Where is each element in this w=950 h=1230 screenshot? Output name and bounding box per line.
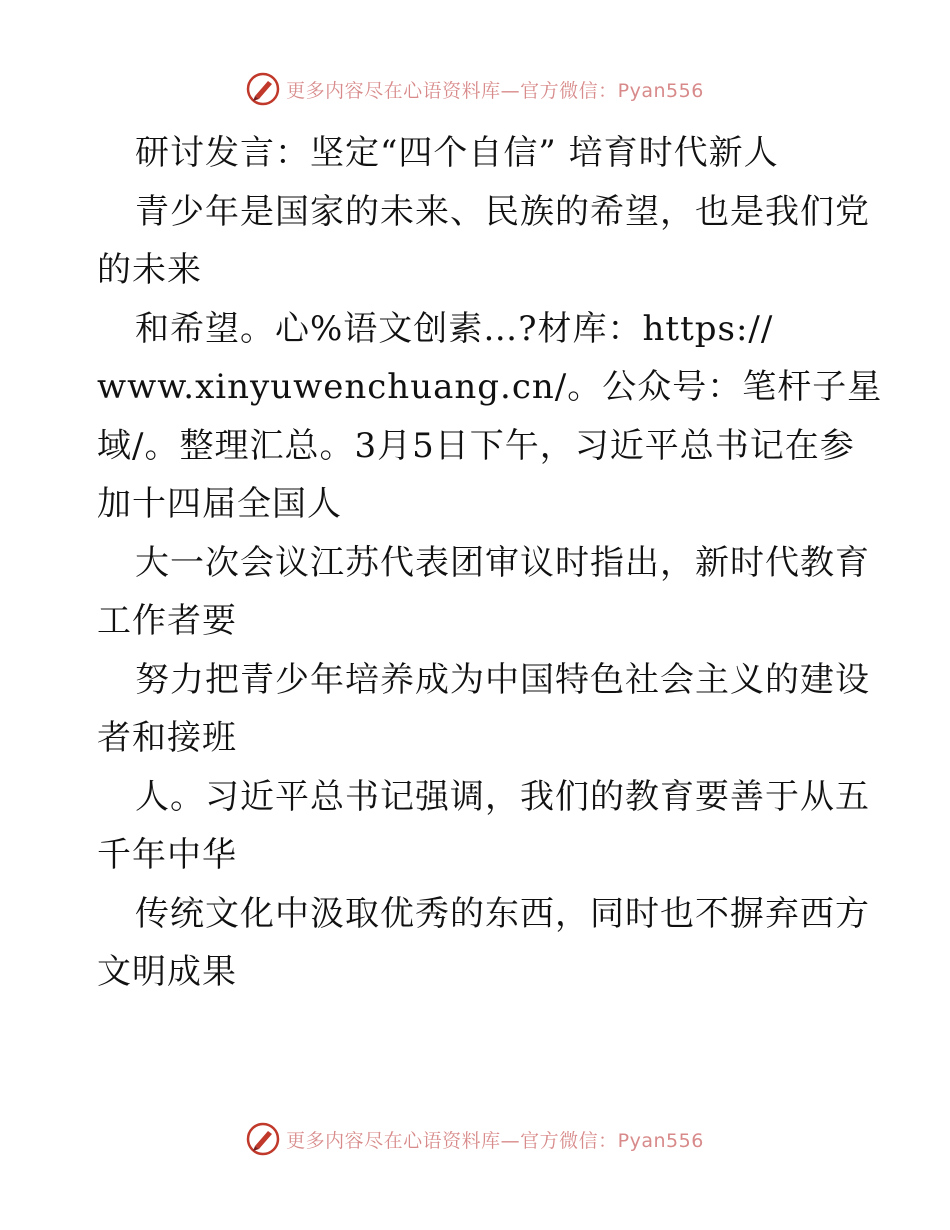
document-title: 研讨发言：坚定“四个自信” 培育时代新人: [135, 133, 779, 173]
paragraph-line: 者和接班: [97, 718, 237, 758]
document-body: [97, 124, 883, 1002]
watermark-text: 更多内容尽在心语资料库—官方微信：Pyan556: [286, 1129, 704, 1152]
watermark-text: 更多内容尽在心语资料库—官方微信：Pyan556: [286, 79, 704, 102]
paragraph-line: 文明成果: [97, 952, 237, 992]
paragraph-line: www.xinyuwenchuang.cn/。公众号：笔杆子星: [97, 367, 883, 407]
header-watermark: [0, 72, 950, 106]
paragraph-line: 的未来: [97, 250, 202, 290]
paragraph-line: 大一次会议江苏代表团审议时指出，新时代教育: [135, 542, 870, 583]
paragraph-line: 加十四届全国人: [97, 484, 342, 524]
paragraph-line: 千年中华: [97, 835, 237, 875]
paragraph-line: 域/。整理汇总。3月5日下午，习近平总书记在参: [97, 425, 855, 466]
paragraph-line: 工作者要: [97, 601, 237, 641]
paragraph-line: 努力把青少年培养成为中国特色社会主义的建设: [135, 659, 870, 700]
paragraph-line: 青少年是国家的未来、民族的希望，也是我们党: [135, 191, 870, 232]
footer-watermark: [0, 1122, 950, 1156]
paragraph-line: 传统文化中汲取优秀的东西，同时也不摒弃西方: [135, 893, 870, 934]
pen-logo-icon: [246, 72, 280, 106]
pen-logo-icon: [246, 1122, 280, 1156]
paragraph-line: 和希望。心%语文创素…?材库：https://: [135, 308, 774, 349]
paragraph-line: 人。习近平总书记强调，我们的教育要善于从五: [135, 776, 870, 817]
